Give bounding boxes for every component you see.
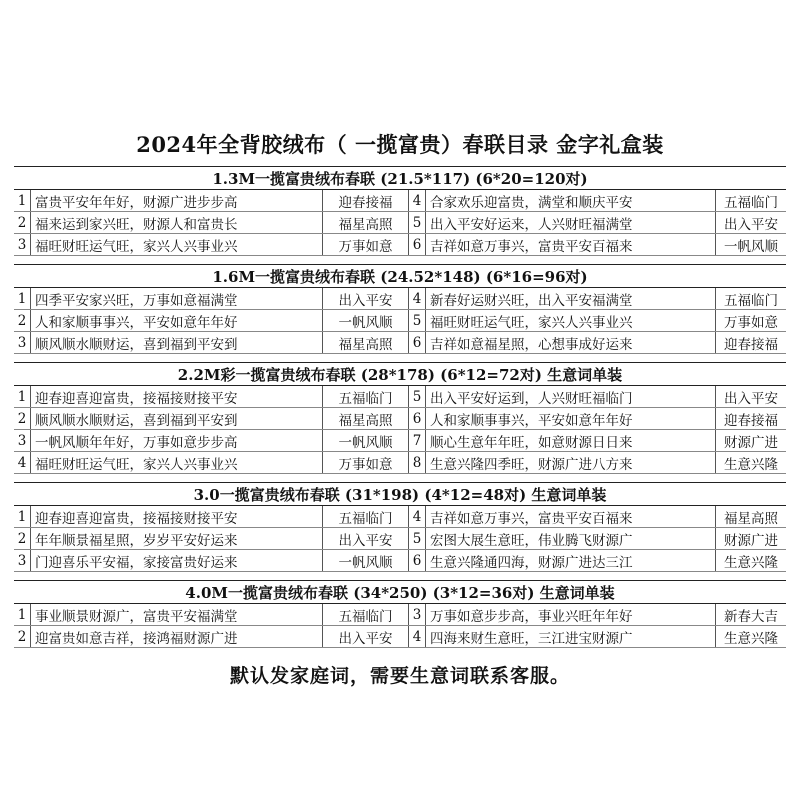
- couplet-text: 顺心生意年年旺，如意财源日日来: [426, 430, 716, 451]
- couplet-number: 1: [14, 604, 31, 625]
- couplet-text: 门迎喜乐平安福，家接富贵好运来: [31, 550, 323, 571]
- couplet-text: 四季平安家兴旺，万事如意福满堂: [31, 288, 323, 309]
- horizontal-banner: 五福临门: [724, 194, 778, 211]
- table-row: [14, 288, 786, 310]
- couplet-text: 万事如意步步高，事业兴旺年年好: [426, 604, 716, 625]
- table-row: [14, 626, 786, 648]
- horizontal-banner: 生意兴隆: [724, 456, 778, 473]
- horizontal-banner: 福星高照: [323, 408, 409, 429]
- couplet-text: 四海来财生意旺，三江进宝财源广: [426, 626, 716, 647]
- catalog-sheet: [14, 122, 786, 692]
- couplet-text: 人和家顺事事兴，平安如意年年好: [426, 408, 716, 429]
- horizontal-banner: 福星高照: [323, 212, 409, 233]
- couplet-number: 3: [14, 234, 31, 255]
- table-row: [14, 506, 786, 528]
- couplet-text: 生意兴隆通四海，财源广进达三江: [426, 550, 716, 571]
- horizontal-banner: 一帆风顺: [323, 310, 409, 331]
- horizontal-banner: 五福临门: [323, 506, 409, 527]
- couplet-text: 富贵平安年年好，财源广进步步高: [31, 190, 323, 211]
- table-row: [14, 550, 786, 572]
- couplet-number: 2: [14, 212, 31, 233]
- section-5: [14, 580, 786, 648]
- table-row: [14, 190, 786, 212]
- couplet-number: 2: [14, 408, 31, 429]
- section-header: 3.0一揽富贵绒布春联 (31*198) (4*12=48对) 生意词单装: [14, 482, 786, 506]
- table-row: [14, 604, 786, 626]
- couplet-text: 福旺财旺运气旺，家兴人兴事业兴: [31, 234, 323, 255]
- horizontal-banner: 一帆风顺: [724, 238, 778, 255]
- horizontal-banner: 福星高照: [724, 510, 778, 527]
- horizontal-banner: 生意兴隆: [724, 554, 778, 571]
- horizontal-banner: 生意兴隆: [724, 630, 778, 647]
- section-header: 1.3M一揽富贵绒布春联 (21.5*117) (6*20=120对): [14, 166, 786, 190]
- table-row: [14, 212, 786, 234]
- horizontal-banner: 万事如意: [323, 234, 409, 255]
- horizontal-banner: 五福临门: [323, 604, 409, 625]
- horizontal-banner: 迎春接福: [724, 412, 778, 429]
- couplet-number: 4: [409, 288, 426, 309]
- couplet-number: 1: [14, 386, 31, 407]
- couplet-number: 1: [14, 190, 31, 211]
- couplet-text: 迎富贵如意吉祥，接鸿福财源广进: [31, 626, 323, 647]
- couplet-number: 5: [409, 310, 426, 331]
- couplet-number: 4: [14, 452, 31, 473]
- couplet-number: 1: [14, 288, 31, 309]
- couplet-number: 3: [14, 550, 31, 571]
- horizontal-banner: 出入平安: [724, 390, 778, 407]
- horizontal-banner: 五福临门: [724, 292, 778, 309]
- horizontal-banner: 一帆风顺: [323, 550, 409, 571]
- horizontal-banner: 福星高照: [323, 332, 409, 353]
- couplet-text: 一帆风顺年年好，万事如意步步高: [31, 430, 323, 451]
- horizontal-banner: 迎春接福: [724, 336, 778, 353]
- table-row: [14, 408, 786, 430]
- section-2: [14, 264, 786, 354]
- couplet-text: 顺风顺水顺财运，喜到福到平安到: [31, 332, 323, 353]
- couplet-number: 2: [14, 528, 31, 549]
- couplet-text: 迎春迎喜迎富贵，接福接财接平安: [31, 386, 323, 407]
- couplet-number: 1: [14, 506, 31, 527]
- section-3: [14, 362, 786, 474]
- horizontal-banner: 一帆风顺: [323, 430, 409, 451]
- couplet-number: 6: [409, 408, 426, 429]
- section-header: 4.0M一揽富贵绒布春联 (34*250) (3*12=36对) 生意词单装: [14, 580, 786, 604]
- couplet-number: 6: [409, 550, 426, 571]
- couplet-number: 5: [409, 212, 426, 233]
- section-4: [14, 482, 786, 572]
- couplet-number: 4: [409, 506, 426, 527]
- horizontal-banner: 万事如意: [724, 314, 778, 331]
- couplet-number: 4: [409, 190, 426, 211]
- couplet-text: 出入平安好运到，人兴财旺福临门: [426, 386, 716, 407]
- table-row: [14, 310, 786, 332]
- couplet-number: 6: [409, 332, 426, 353]
- couplet-number: 6: [409, 234, 426, 255]
- table-row: [14, 386, 786, 408]
- couplet-number: 2: [14, 310, 31, 331]
- horizontal-banner: 出入平安: [323, 626, 409, 647]
- couplet-number: 3: [14, 430, 31, 451]
- couplet-number: 5: [409, 528, 426, 549]
- horizontal-banner: 万事如意: [323, 452, 409, 473]
- table-row: [14, 234, 786, 256]
- horizontal-banner: 五福临门: [323, 386, 409, 407]
- couplet-text: 迎春迎喜迎富贵，接福接财接平安: [31, 506, 323, 527]
- horizontal-banner: 迎春接福: [323, 190, 409, 211]
- horizontal-banner: 出入平安: [724, 216, 778, 233]
- couplet-text: 人和家顺事事兴，平安如意年年好: [31, 310, 323, 331]
- couplet-number: 7: [409, 430, 426, 451]
- footer-note: 默认发家庭词，需要生意词联系客服。: [229, 664, 570, 687]
- couplet-number: 3: [14, 332, 31, 353]
- couplet-text: 出入平安好运来，人兴财旺福满堂: [426, 212, 716, 233]
- horizontal-banner: 财源广进: [724, 532, 778, 549]
- section-header: 1.6M一揽富贵绒布春联 (24.52*148) (6*16=96对): [14, 264, 786, 288]
- couplet-text: 宏图大展生意旺，伟业腾飞财源广: [426, 528, 716, 549]
- table-row: [14, 332, 786, 354]
- table-row: [14, 528, 786, 550]
- couplet-text: 吉祥如意万事兴，富贵平安百福来: [426, 506, 716, 527]
- horizontal-banner: 出入平安: [323, 288, 409, 309]
- couplet-text: 福旺财旺运气旺，家兴人兴事业兴: [31, 452, 323, 473]
- horizontal-banner: 出入平安: [323, 528, 409, 549]
- horizontal-banner: 新春大吉: [724, 608, 778, 625]
- couplet-text: 年年顺景福星照，岁岁平安好运来: [31, 528, 323, 549]
- horizontal-banner: 财源广进: [724, 434, 778, 451]
- couplet-text: 生意兴隆四季旺，财源广进八方来: [426, 452, 716, 473]
- couplet-text: 新春好运财兴旺，出入平安福满堂: [426, 288, 716, 309]
- couplet-text: 顺风顺水顺财运，喜到福到平安到: [31, 408, 323, 429]
- couplet-text: 福旺财旺运气旺，家兴人兴事业兴: [426, 310, 716, 331]
- couplet-number: 5: [409, 386, 426, 407]
- table-row: [14, 430, 786, 452]
- couplet-text: 福来运到家兴旺，财源人和富贵长: [31, 212, 323, 233]
- couplet-number: 2: [14, 626, 31, 647]
- catalog-title: 2024年全背胶绒布（ 一揽富贵）春联目录 金字礼盒装: [136, 132, 664, 157]
- section-header: 2.2M彩一揽富贵绒布春联 (28*178) (6*12=72对) 生意词单装: [14, 362, 786, 386]
- table-row: [14, 452, 786, 474]
- couplet-number: 8: [409, 452, 426, 473]
- section-1: [14, 166, 786, 256]
- couplet-text: 吉祥如意福星照，心想事成好运来: [426, 332, 716, 353]
- couplet-text: 吉祥如意万事兴，富贵平安百福来: [426, 234, 716, 255]
- couplet-text: 事业顺景财源广，富贵平安福满堂: [31, 604, 323, 625]
- couplet-text: 合家欢乐迎富贵，满堂和顺庆平安: [426, 190, 716, 211]
- couplet-number: 3: [409, 604, 426, 625]
- couplet-number: 4: [409, 626, 426, 647]
